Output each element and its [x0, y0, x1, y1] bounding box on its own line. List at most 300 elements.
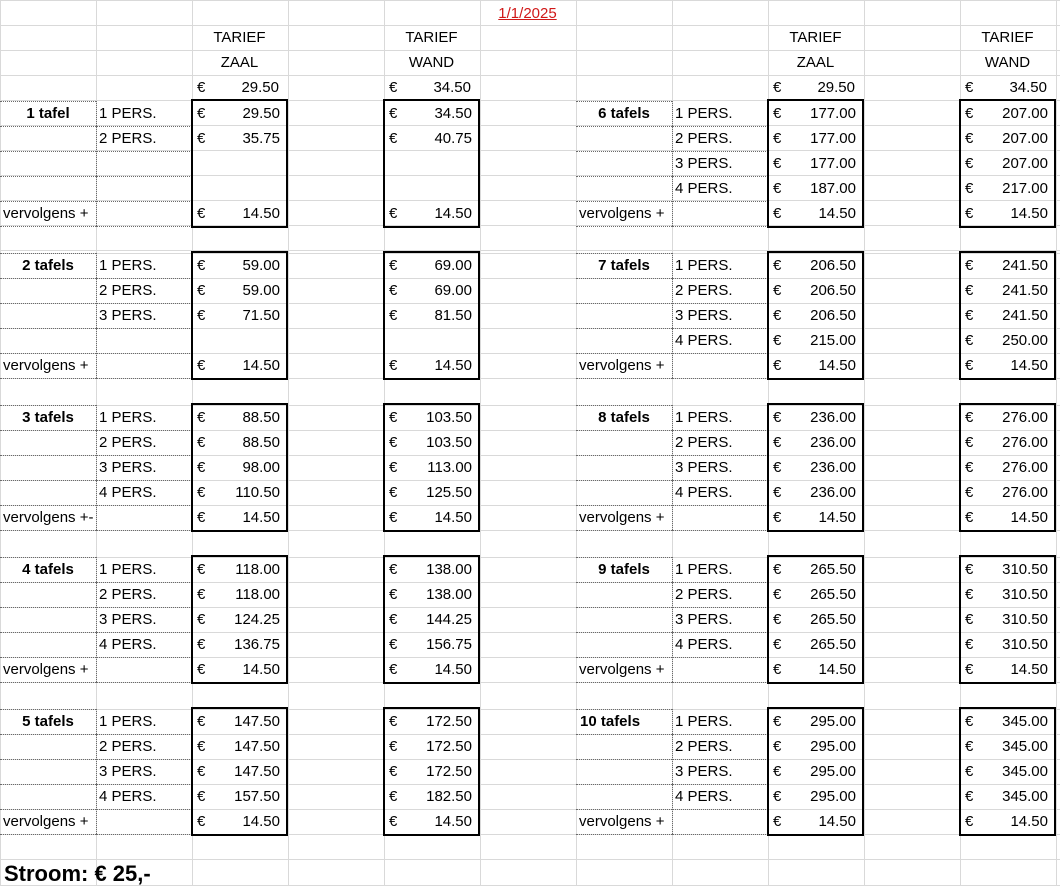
dotted-rule [576, 607, 672, 608]
group-label-3[interactable]: 3 tafels [22, 409, 74, 426]
amount-value: 265.50 [810, 636, 856, 653]
amount-value: 14.50 [818, 357, 856, 374]
pers-cell[interactable]: 3 PERS. [675, 763, 733, 780]
zaal-vervolgens-cell[interactable] [768, 505, 864, 530]
euro-sign: € [965, 713, 974, 730]
zaal-tarief-header-right[interactable]: TARIEF [789, 29, 842, 46]
amount-value: 14.50 [434, 357, 472, 374]
euro-sign: € [773, 763, 782, 780]
amount-value: 177.00 [810, 155, 856, 172]
vervolgens-label[interactable]: vervolgens + [579, 661, 665, 678]
zaal-price-cell[interactable] [192, 557, 288, 582]
zaal-price-cell[interactable] [192, 126, 288, 151]
zaal-price-cell[interactable] [192, 328, 288, 353]
euro-sign: € [965, 155, 974, 172]
wand-vervolgens-cell[interactable] [384, 657, 480, 682]
amount-value: 29.50 [242, 105, 280, 122]
wand-price-cell[interactable] [384, 784, 480, 809]
pers-cell[interactable] [96, 151, 192, 176]
amount-value: 14.50 [242, 509, 280, 526]
zaal-price-cell[interactable] [768, 632, 864, 657]
pers-cell[interactable]: 4 PERS. [99, 788, 157, 805]
pers-cell[interactable]: 2 PERS. [99, 130, 157, 147]
zaal-price-cell[interactable] [192, 607, 288, 632]
wand-vervolgens-cell[interactable] [960, 201, 1056, 226]
euro-sign: € [773, 130, 782, 147]
wand-price-cell[interactable] [384, 101, 480, 126]
wand-vervolgens-cell[interactable] [960, 657, 1056, 682]
pers-cell[interactable]: 4 PERS. [675, 180, 733, 197]
euro-sign: € [773, 661, 782, 678]
zaal-price-cell[interactable] [768, 101, 864, 126]
pers-cell[interactable]: 4 PERS. [99, 484, 157, 501]
wand-vervolgens-cell[interactable] [384, 201, 480, 226]
pers-cell[interactable] [96, 176, 192, 201]
zaal-vervolgens-cell[interactable] [768, 657, 864, 682]
pers-cell[interactable]: 1 PERS. [99, 713, 157, 730]
euro-sign: € [197, 586, 206, 603]
dotted-rule [576, 405, 672, 406]
zaal-price-cell[interactable] [768, 784, 864, 809]
amount-value: 136.75 [234, 636, 280, 653]
dotted-divider [96, 405, 97, 530]
euro-sign: € [773, 180, 782, 197]
euro-sign: € [773, 79, 782, 96]
wand-vervolgens-cell[interactable] [384, 809, 480, 834]
pers-cell[interactable]: 1 PERS. [99, 561, 157, 578]
amount-value: 207.00 [1002, 155, 1048, 172]
euro-sign: € [965, 509, 974, 526]
amount-value: 147.50 [234, 713, 280, 730]
amount-value: 14.50 [434, 661, 472, 678]
pers-cell[interactable]: 4 PERS. [675, 332, 733, 349]
wand-price-cell[interactable] [960, 253, 1056, 278]
pers-cell[interactable]: 3 PERS. [675, 459, 733, 476]
base-wand-cell-right[interactable] [960, 75, 1055, 100]
wand-price-cell[interactable] [960, 126, 1056, 151]
zaal-vervolgens-cell[interactable] [192, 657, 288, 682]
euro-sign: € [773, 636, 782, 653]
euro-sign: € [197, 434, 206, 451]
group-label-6[interactable]: 6 tafels [598, 105, 650, 122]
amount-value: 276.00 [1002, 484, 1048, 501]
euro-sign: € [773, 307, 782, 324]
vervolgens-label[interactable]: vervolgens + [3, 813, 89, 830]
dotted-rule [96, 226, 192, 227]
group-label-7[interactable]: 7 tafels [598, 257, 650, 274]
amount-value: 40.75 [434, 130, 472, 147]
zaal-price-cell[interactable] [192, 759, 288, 784]
zaal-price-cell[interactable] [192, 151, 288, 176]
wand-vervolgens-cell[interactable] [384, 505, 480, 530]
euro-sign: € [965, 282, 974, 299]
zaal-vervolgens-cell[interactable] [192, 809, 288, 834]
wand-price-cell[interactable] [960, 759, 1056, 784]
base-zaal-cell-right[interactable] [768, 75, 863, 100]
pers-cell[interactable]: 1 PERS. [675, 561, 733, 578]
euro-sign: € [965, 738, 974, 755]
wand-price-cell[interactable] [960, 632, 1056, 657]
amount-value: 14.50 [818, 205, 856, 222]
euro-sign: € [965, 79, 974, 96]
zaal-vervolgens-cell[interactable] [768, 353, 864, 378]
pers-cell[interactable]: 3 PERS. [675, 611, 733, 628]
amount-value: 59.00 [242, 257, 280, 274]
euro-sign: € [197, 79, 206, 96]
zaal-price-cell[interactable] [192, 582, 288, 607]
zaal-price-cell[interactable] [768, 455, 864, 480]
euro-sign: € [773, 205, 782, 222]
pers-cell[interactable]: 1 PERS. [675, 713, 733, 730]
vervolgens-label[interactable]: vervolgens + [579, 509, 665, 526]
dotted-rule [672, 834, 768, 835]
zaal-price-cell[interactable] [192, 709, 288, 734]
zaal-price-cell[interactable] [768, 176, 864, 201]
zaal-price-cell[interactable] [192, 455, 288, 480]
dotted-rule [576, 253, 672, 254]
euro-sign: € [773, 509, 782, 526]
euro-sign: € [773, 713, 782, 730]
euro-sign: € [965, 484, 974, 501]
amount-value: 207.00 [1002, 130, 1048, 147]
euro-sign: € [773, 155, 782, 172]
wand-tarief-header-left[interactable]: TARIEF [405, 29, 458, 46]
amount-value: 295.00 [810, 713, 856, 730]
dotted-rule [576, 530, 672, 531]
pers-cell[interactable]: 2 PERS. [99, 586, 157, 603]
amount-value: 88.50 [242, 409, 280, 426]
zaal-price-cell[interactable] [192, 101, 288, 126]
euro-sign: € [389, 205, 398, 222]
pers-cell[interactable]: 3 PERS. [99, 459, 157, 476]
wand-price-cell[interactable] [960, 455, 1056, 480]
zaal-price-cell[interactable] [768, 557, 864, 582]
zaal-price-cell[interactable] [768, 582, 864, 607]
dotted-divider [672, 405, 673, 530]
zaal-price-cell[interactable] [768, 328, 864, 353]
euro-sign: € [965, 180, 974, 197]
dotted-rule [576, 784, 672, 785]
pers-cell[interactable]: 2 PERS. [99, 282, 157, 299]
wand-price-cell[interactable] [384, 405, 480, 430]
amount-value: 250.00 [1002, 332, 1048, 349]
zaal-vervolgens-cell[interactable] [768, 201, 864, 226]
dotted-rule [576, 151, 672, 152]
euro-sign: € [197, 257, 206, 274]
wand-price-cell[interactable] [960, 430, 1056, 455]
vervolgens-label[interactable]: vervolgens + [579, 813, 665, 830]
amount-value: 14.50 [434, 813, 472, 830]
wand-header-left[interactable]: WAND [408, 54, 455, 71]
base-wand-cell-left[interactable] [384, 75, 479, 100]
amount-value: 118.00 [235, 586, 280, 603]
zaal-price-cell[interactable] [192, 253, 288, 278]
dotted-rule [0, 530, 96, 531]
pers-cell[interactable]: 4 PERS. [675, 636, 733, 653]
euro-sign: € [197, 459, 206, 476]
vervolgens-label[interactable]: vervolgens + [3, 357, 89, 374]
wand-vervolgens-cell[interactable] [960, 353, 1056, 378]
euro-sign: € [197, 357, 206, 374]
wand-vervolgens-cell[interactable] [960, 505, 1056, 530]
wand-price-cell[interactable] [960, 557, 1056, 582]
dotted-rule [0, 632, 96, 633]
dotted-divider [96, 557, 97, 682]
pers-cell[interactable]: 3 PERS. [99, 763, 157, 780]
dotted-rule [576, 632, 672, 633]
dotted-rule [576, 455, 672, 456]
vervolgens-label[interactable]: vervolgens + [579, 357, 665, 374]
wand-price-cell[interactable] [960, 328, 1056, 353]
wand-price-cell[interactable] [384, 607, 480, 632]
vervolgens-label[interactable]: vervolgens + [3, 205, 89, 222]
dotted-rule [576, 430, 672, 431]
euro-sign: € [197, 409, 206, 426]
euro-sign: € [389, 586, 398, 603]
pers-cell[interactable]: 2 PERS. [675, 282, 733, 299]
dotted-rule [576, 278, 672, 279]
euro-sign: € [197, 738, 206, 755]
pers-cell[interactable]: 2 PERS. [99, 738, 157, 755]
wand-price-cell[interactable] [960, 709, 1056, 734]
dotted-rule [0, 328, 96, 329]
wand-price-cell[interactable] [384, 151, 480, 176]
zaal-price-cell[interactable] [768, 759, 864, 784]
pers-cell[interactable]: 2 PERS. [675, 586, 733, 603]
zaal-tarief-header-left[interactable]: TARIEF [213, 29, 266, 46]
vervolgens-label[interactable]: vervolgens + [3, 661, 89, 678]
euro-sign: € [965, 788, 974, 805]
gridline-horizontal [0, 250, 1060, 251]
pers-cell[interactable]: 3 PERS. [675, 155, 733, 172]
euro-sign: € [965, 332, 974, 349]
wand-header-right[interactable]: WAND [984, 54, 1031, 71]
wand-price-cell[interactable] [384, 303, 480, 328]
zaal-header-right[interactable]: ZAAL [796, 54, 835, 71]
zaal-price-cell[interactable] [768, 278, 864, 303]
gridline-vertical [288, 0, 289, 885]
base-zaal-cell-left[interactable] [192, 75, 287, 100]
pers-cell[interactable]: 3 PERS. [99, 611, 157, 628]
pers-cell[interactable]: 4 PERS. [675, 788, 733, 805]
euro-sign: € [773, 105, 782, 122]
gridline-horizontal [0, 885, 1060, 886]
euro-sign: € [389, 813, 398, 830]
dotted-rule [576, 557, 672, 558]
euro-sign: € [773, 484, 782, 501]
wand-price-cell[interactable] [960, 176, 1056, 201]
zaal-price-cell[interactable] [768, 734, 864, 759]
zaal-price-cell[interactable] [768, 126, 864, 151]
amount-value: 125.50 [426, 484, 472, 501]
amount-value: 310.50 [1002, 586, 1048, 603]
zaal-price-cell[interactable] [768, 151, 864, 176]
pers-cell[interactable]: 1 PERS. [99, 105, 157, 122]
wand-price-cell[interactable] [960, 607, 1056, 632]
zaal-price-cell[interactable] [768, 607, 864, 632]
euro-sign: € [389, 738, 398, 755]
amount-value: 59.00 [242, 282, 280, 299]
wand-price-cell[interactable] [960, 480, 1056, 505]
euro-sign: € [389, 636, 398, 653]
wand-price-cell[interactable] [384, 557, 480, 582]
pers-cell[interactable]: 2 PERS. [99, 434, 157, 451]
amount-value: 206.50 [810, 282, 856, 299]
dotted-rule [576, 226, 672, 227]
pers-cell[interactable]: 1 PERS. [675, 257, 733, 274]
group-label-10[interactable]: 10 tafels [580, 713, 641, 730]
pers-cell[interactable]: 1 PERS. [675, 409, 733, 426]
date-header[interactable]: 1/1/2025 [498, 5, 557, 22]
pers-cell[interactable]: 2 PERS. [675, 738, 733, 755]
zaal-vervolgens-cell[interactable] [768, 809, 864, 834]
amount-value: 14.50 [242, 205, 280, 222]
zaal-price-cell[interactable] [192, 784, 288, 809]
zaal-price-cell[interactable] [192, 405, 288, 430]
amount-value: 14.50 [818, 813, 856, 830]
amount-value: 14.50 [1010, 509, 1048, 526]
amount-value: 14.50 [818, 661, 856, 678]
group-label-4[interactable]: 4 tafels [22, 561, 74, 578]
gridline-vertical [0, 0, 1, 885]
pers-cell[interactable]: 2 PERS. [675, 434, 733, 451]
amount-value: 236.00 [810, 484, 856, 501]
wand-price-cell[interactable] [384, 176, 480, 201]
dotted-rule [0, 607, 96, 608]
zaal-price-cell[interactable] [192, 734, 288, 759]
dotted-rule [0, 455, 96, 456]
euro-sign: € [965, 561, 974, 578]
euro-sign: € [197, 611, 206, 628]
dotted-rule [0, 226, 96, 227]
amount-value: 241.50 [1002, 307, 1048, 324]
pers-cell[interactable] [96, 328, 192, 353]
group-label-5[interactable]: 5 tafels [22, 713, 74, 730]
amount-value: 147.50 [234, 763, 280, 780]
zaal-price-cell[interactable] [768, 253, 864, 278]
wand-price-cell[interactable] [384, 430, 480, 455]
amount-value: 345.00 [1002, 713, 1048, 730]
amount-value: 35.75 [242, 130, 280, 147]
wand-price-cell[interactable] [384, 632, 480, 657]
zaal-price-cell[interactable] [192, 480, 288, 505]
dotted-divider [96, 709, 97, 834]
wand-price-cell[interactable] [960, 784, 1056, 809]
wand-price-cell[interactable] [960, 151, 1056, 176]
pers-cell[interactable]: 3 PERS. [99, 307, 157, 324]
euro-sign: € [773, 357, 782, 374]
amount-value: 276.00 [1002, 459, 1048, 476]
euro-sign: € [773, 738, 782, 755]
zaal-price-cell[interactable] [192, 303, 288, 328]
amount-value: 14.50 [242, 357, 280, 374]
amount-value: 236.00 [810, 409, 856, 426]
group-label-9[interactable]: 9 tafels [598, 561, 650, 578]
zaal-vervolgens-cell[interactable] [192, 353, 288, 378]
dotted-rule [0, 278, 96, 279]
amount-value: 69.00 [434, 282, 472, 299]
wand-price-cell[interactable] [384, 455, 480, 480]
wand-price-cell[interactable] [960, 303, 1056, 328]
group-label-8[interactable]: 8 tafels [598, 409, 650, 426]
zaal-header-left[interactable]: ZAAL [220, 54, 259, 71]
wand-price-cell[interactable] [384, 253, 480, 278]
stroom-note[interactable]: Stroom: € 25,- [4, 861, 151, 886]
euro-sign: € [965, 105, 974, 122]
amount-value: 14.50 [1010, 357, 1048, 374]
wand-price-cell[interactable] [384, 759, 480, 784]
wand-price-cell[interactable] [960, 405, 1056, 430]
wand-price-cell[interactable] [384, 734, 480, 759]
group-label-1[interactable]: 1 tafel [26, 105, 70, 122]
amount-value: 177.00 [810, 105, 856, 122]
wand-price-cell[interactable] [384, 709, 480, 734]
vervolgens-label[interactable]: vervolgens +- [3, 509, 94, 526]
euro-sign: € [389, 661, 398, 678]
amount-value: 345.00 [1002, 788, 1048, 805]
pers-cell[interactable]: 2 PERS. [675, 130, 733, 147]
wand-vervolgens-cell[interactable] [960, 809, 1056, 834]
zaal-price-cell[interactable] [192, 632, 288, 657]
zaal-price-cell[interactable] [768, 709, 864, 734]
base-wand-amount: 34.50 [1009, 79, 1047, 96]
wand-tarief-header-right[interactable]: TARIEF [981, 29, 1034, 46]
zaal-price-cell[interactable] [768, 303, 864, 328]
pers-cell[interactable]: 3 PERS. [675, 307, 733, 324]
pers-cell[interactable]: 1 PERS. [675, 105, 733, 122]
dotted-divider [96, 101, 97, 226]
euro-sign: € [197, 561, 206, 578]
zaal-vervolgens-cell[interactable] [192, 201, 288, 226]
vervolgens-label[interactable]: vervolgens + [579, 205, 665, 222]
pers-cell[interactable]: 1 PERS. [99, 257, 157, 274]
pers-cell[interactable]: 4 PERS. [675, 484, 733, 501]
wand-price-cell[interactable] [384, 278, 480, 303]
wand-price-cell[interactable] [960, 278, 1056, 303]
amount-value: 276.00 [1002, 434, 1048, 451]
wand-price-cell[interactable] [384, 582, 480, 607]
wand-price-cell[interactable] [384, 328, 480, 353]
zaal-price-cell[interactable] [192, 278, 288, 303]
zaal-price-cell[interactable] [768, 480, 864, 505]
zaal-price-cell[interactable] [768, 405, 864, 430]
base-zaal-amount: 29.50 [817, 79, 855, 96]
amount-value: 236.00 [810, 459, 856, 476]
euro-sign: € [773, 409, 782, 426]
wand-price-cell[interactable] [960, 734, 1056, 759]
zaal-price-cell[interactable] [192, 430, 288, 455]
euro-sign: € [773, 611, 782, 628]
group-label-2[interactable]: 2 tafels [22, 257, 74, 274]
zaal-price-cell[interactable] [192, 176, 288, 201]
wand-price-cell[interactable] [384, 480, 480, 505]
amount-value: 172.50 [426, 763, 472, 780]
pers-cell[interactable]: 1 PERS. [99, 409, 157, 426]
euro-sign: € [773, 459, 782, 476]
zaal-price-cell[interactable] [768, 430, 864, 455]
amount-value: 236.00 [810, 434, 856, 451]
dotted-rule [0, 176, 96, 177]
wand-vervolgens-cell[interactable] [384, 353, 480, 378]
dotted-rule [672, 226, 768, 227]
wand-price-cell[interactable] [960, 101, 1056, 126]
zaal-vervolgens-cell[interactable] [192, 505, 288, 530]
wand-price-cell[interactable] [960, 582, 1056, 607]
euro-sign: € [773, 813, 782, 830]
pers-cell[interactable]: 4 PERS. [99, 636, 157, 653]
amount-value: 103.50 [426, 434, 472, 451]
wand-price-cell[interactable] [384, 126, 480, 151]
